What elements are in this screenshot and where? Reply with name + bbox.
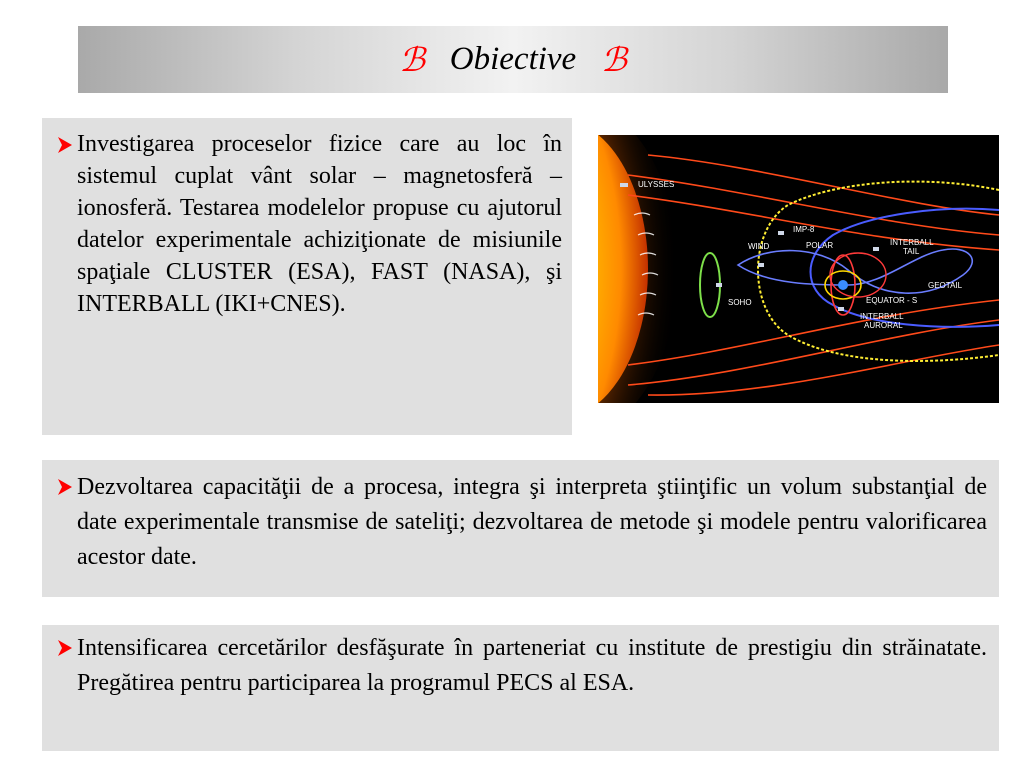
page-title-text: Obiective <box>449 41 577 77</box>
earth <box>838 280 848 290</box>
label-ulysses: ULYSSES <box>638 180 675 189</box>
label-interball-auroral-2: AURORAL <box>864 321 903 330</box>
bullet-text-1: Investigarea proceselor fizice care au loc în sistemul cuplat vânt solar – magnetosferă – ionosferă. Testarea modelelor propuse cu ajutorul datelor experimentale achiziţionate de misiunile spaţiale CLUSTER (ESA), FAST (NASA), şi INTERBALL (IKI+CNES). <box>77 131 562 317</box>
objective-panel-3 <box>42 625 999 751</box>
magnetosphere-missions-image <box>598 135 999 403</box>
label-imp8: IMP-8 <box>793 225 815 234</box>
magnetosphere-diagram <box>598 135 999 403</box>
bullet-item-1 <box>57 128 562 320</box>
label-interball-auroral-1: INTERBALL <box>860 312 904 321</box>
bullet-item-3 <box>57 631 987 701</box>
title-ornament-right: ℬ <box>600 40 627 79</box>
label-equator-s: EQUATOR - S <box>866 296 918 305</box>
bullet-item-2 <box>57 470 987 575</box>
label-polar: POLAR <box>806 241 834 250</box>
arrow-bullet-icon <box>57 136 73 154</box>
arrow-bullet-icon <box>57 639 73 657</box>
title-bar <box>78 26 948 93</box>
page-title <box>425 41 601 78</box>
label-wind: WIND <box>748 242 770 251</box>
label-interball-tail-1: INTERBALL <box>890 238 934 247</box>
label-interball-tail-2: TAIL <box>903 247 920 256</box>
arrow-bullet-icon <box>57 478 73 496</box>
objective-panel-1 <box>42 118 572 435</box>
bullet-text-2: Dezvoltarea capacităţii de a procesa, integra şi interpreta ştiinţific un volum substanţial de date experimentale transmise de sateliţi; dezvoltarea de metode şi modele pentru valorificarea acestor date. <box>77 474 987 570</box>
label-geotail: GEOTAIL <box>928 281 963 290</box>
title-ornament-left: ℬ <box>399 40 426 79</box>
objective-panel-2 <box>42 460 999 597</box>
label-soho: SOHO <box>728 298 752 307</box>
bullet-text-3: Intensificarea cercetărilor desfăşurate în parteneriat cu institute de prestigiu din străinatate. Pregătirea pentru participarea la programul PECS al ESA. <box>77 635 987 696</box>
